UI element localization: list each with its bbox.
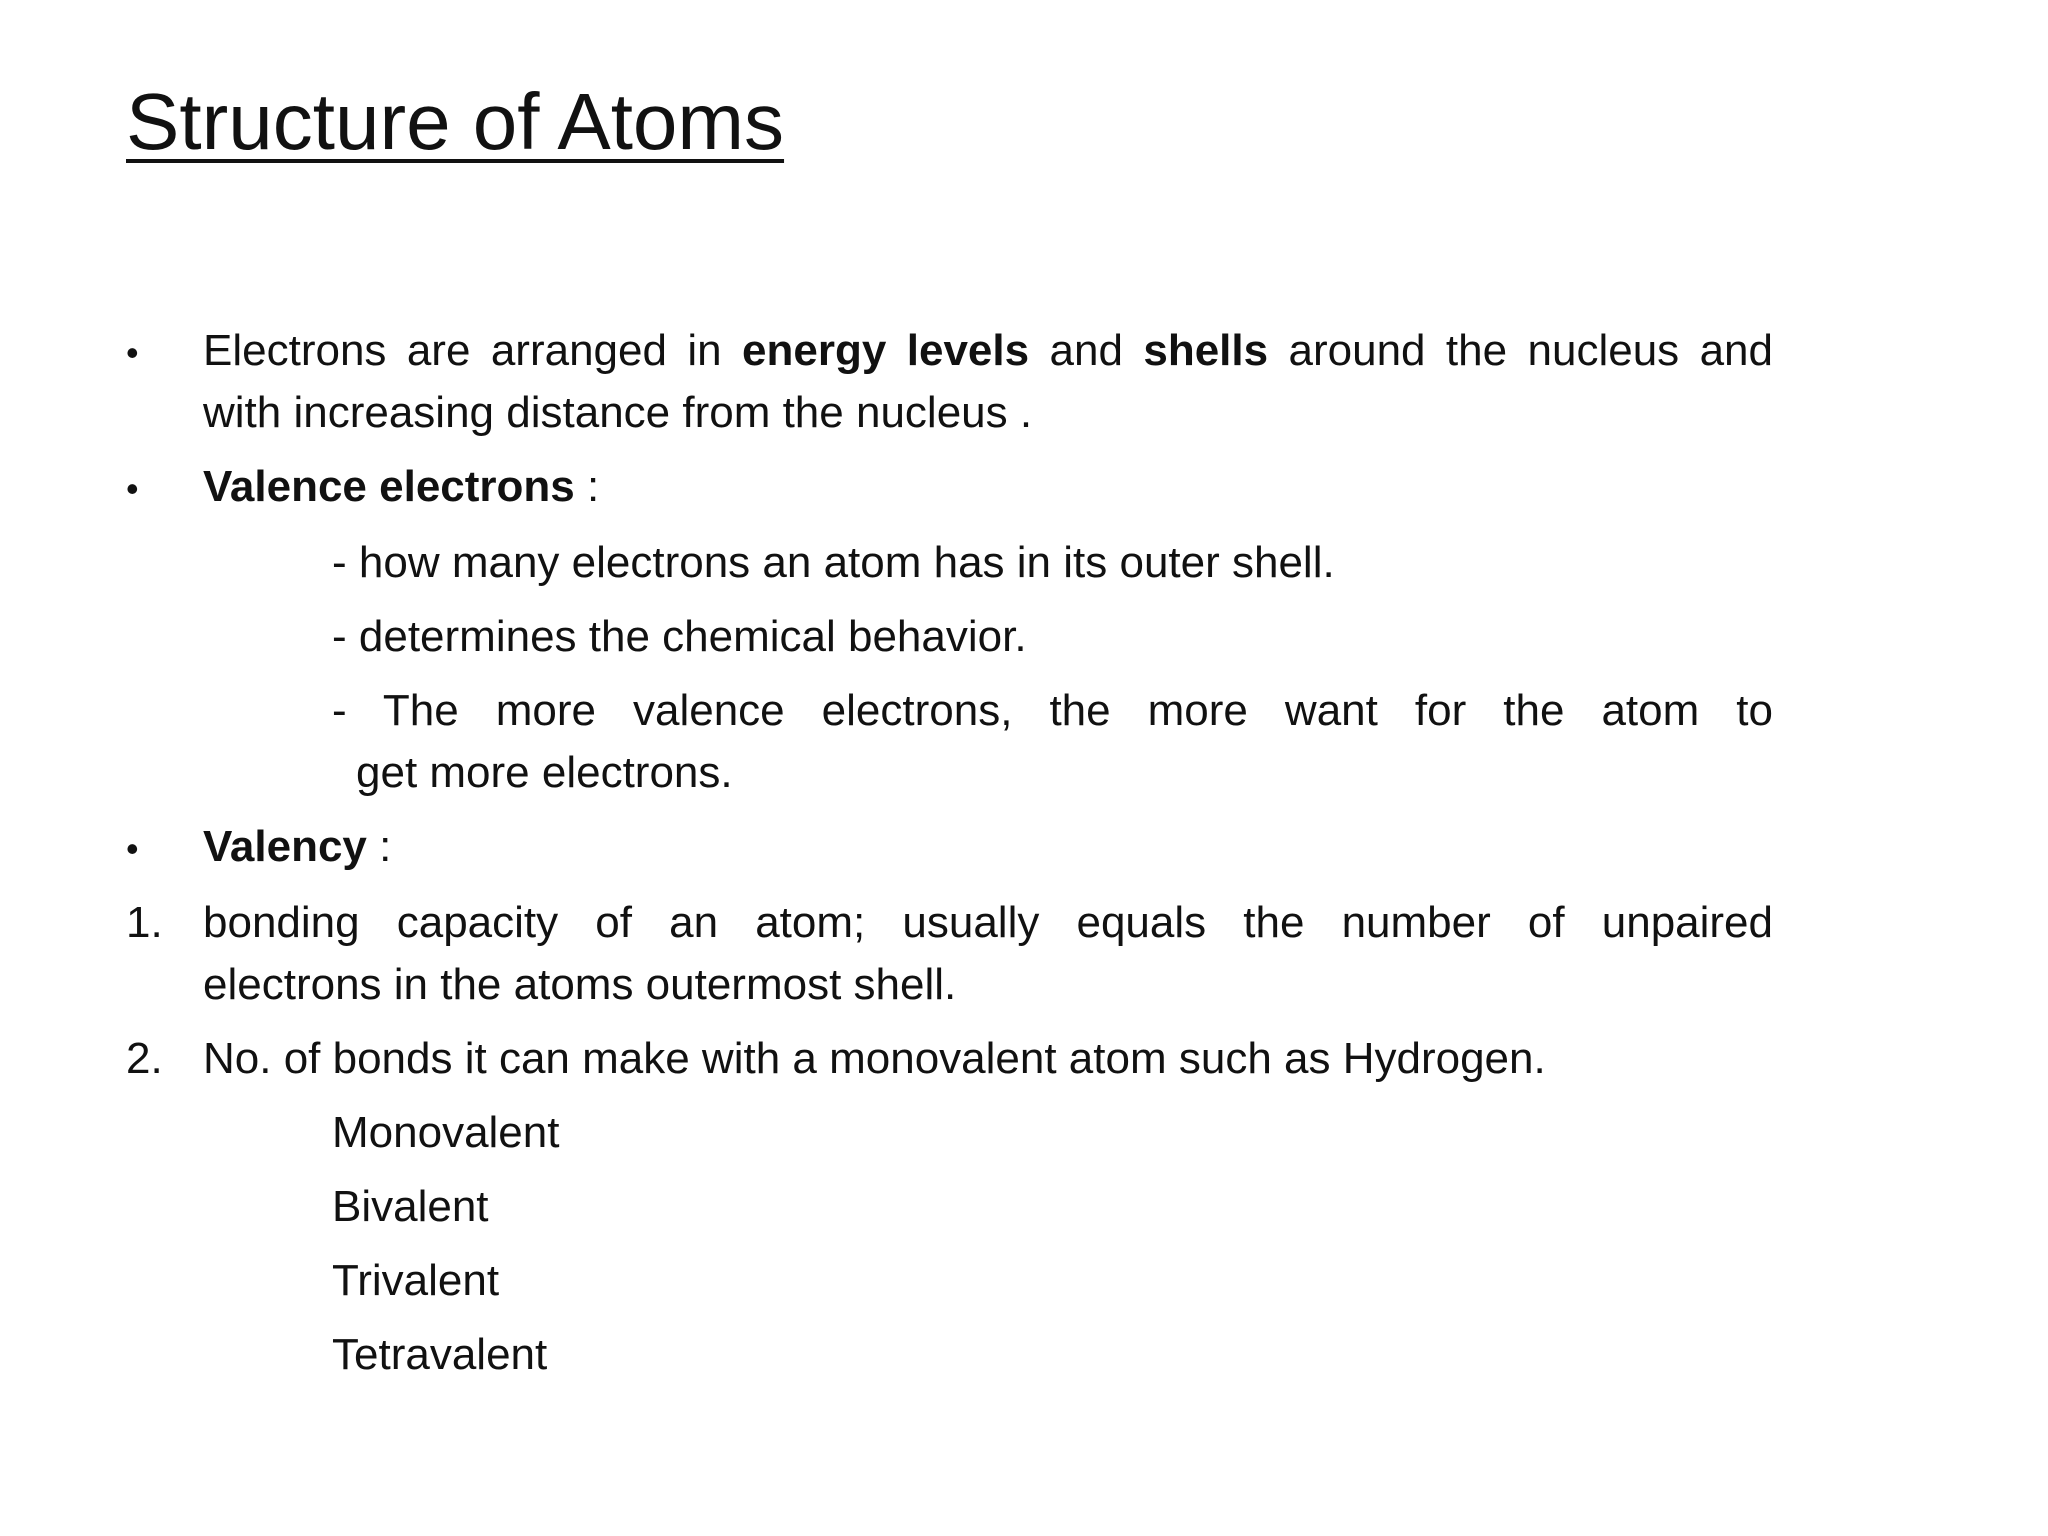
heading-valence-electrons: Valence electrons	[203, 462, 575, 511]
valency-term: Trivalent	[332, 1256, 500, 1305]
bullet-line: with increasing distance from the nucleus .	[203, 388, 1033, 437]
valence-point: - how many electrons an atom has in its outer shell.	[332, 538, 1335, 587]
list-number: 1.	[126, 898, 163, 947]
heading-valency: Valency	[203, 822, 367, 871]
slide-title: Structure of Atoms	[126, 77, 785, 166]
valence-point: - determines the chemical behavior.	[332, 612, 1027, 661]
term-energy-levels: energy levels	[742, 326, 1030, 375]
bullet-marker: •	[126, 468, 139, 509]
valency-term: Tetravalent	[332, 1330, 548, 1379]
bullet-valency: Valency :	[203, 822, 392, 871]
numbered-item: No. of bonds it can make with a monovalent atom such as Hydrogen.	[203, 1034, 1546, 1083]
valency-term: Bivalent	[332, 1182, 489, 1231]
term-shells: shells	[1143, 326, 1269, 375]
bullet-marker: •	[126, 332, 139, 373]
bullet-electrons-arrangement	[203, 320, 1773, 444]
list-number: 2.	[126, 1034, 163, 1083]
valency-term: Monovalent	[332, 1108, 560, 1157]
valence-point: - The more valence electrons, the more want for the atom to get more electrons.	[332, 686, 1773, 797]
bullet-line: Electrons are arranged in energy levels and shells around the nucleus and	[203, 326, 1773, 375]
numbered-item: bonding capacity of an atom; usually equals the number of unpaired electrons in the atoms outermost shell.	[203, 898, 1773, 1009]
bullet-marker: •	[126, 828, 139, 869]
bullet-valence-electrons: Valence electrons :	[203, 462, 600, 511]
